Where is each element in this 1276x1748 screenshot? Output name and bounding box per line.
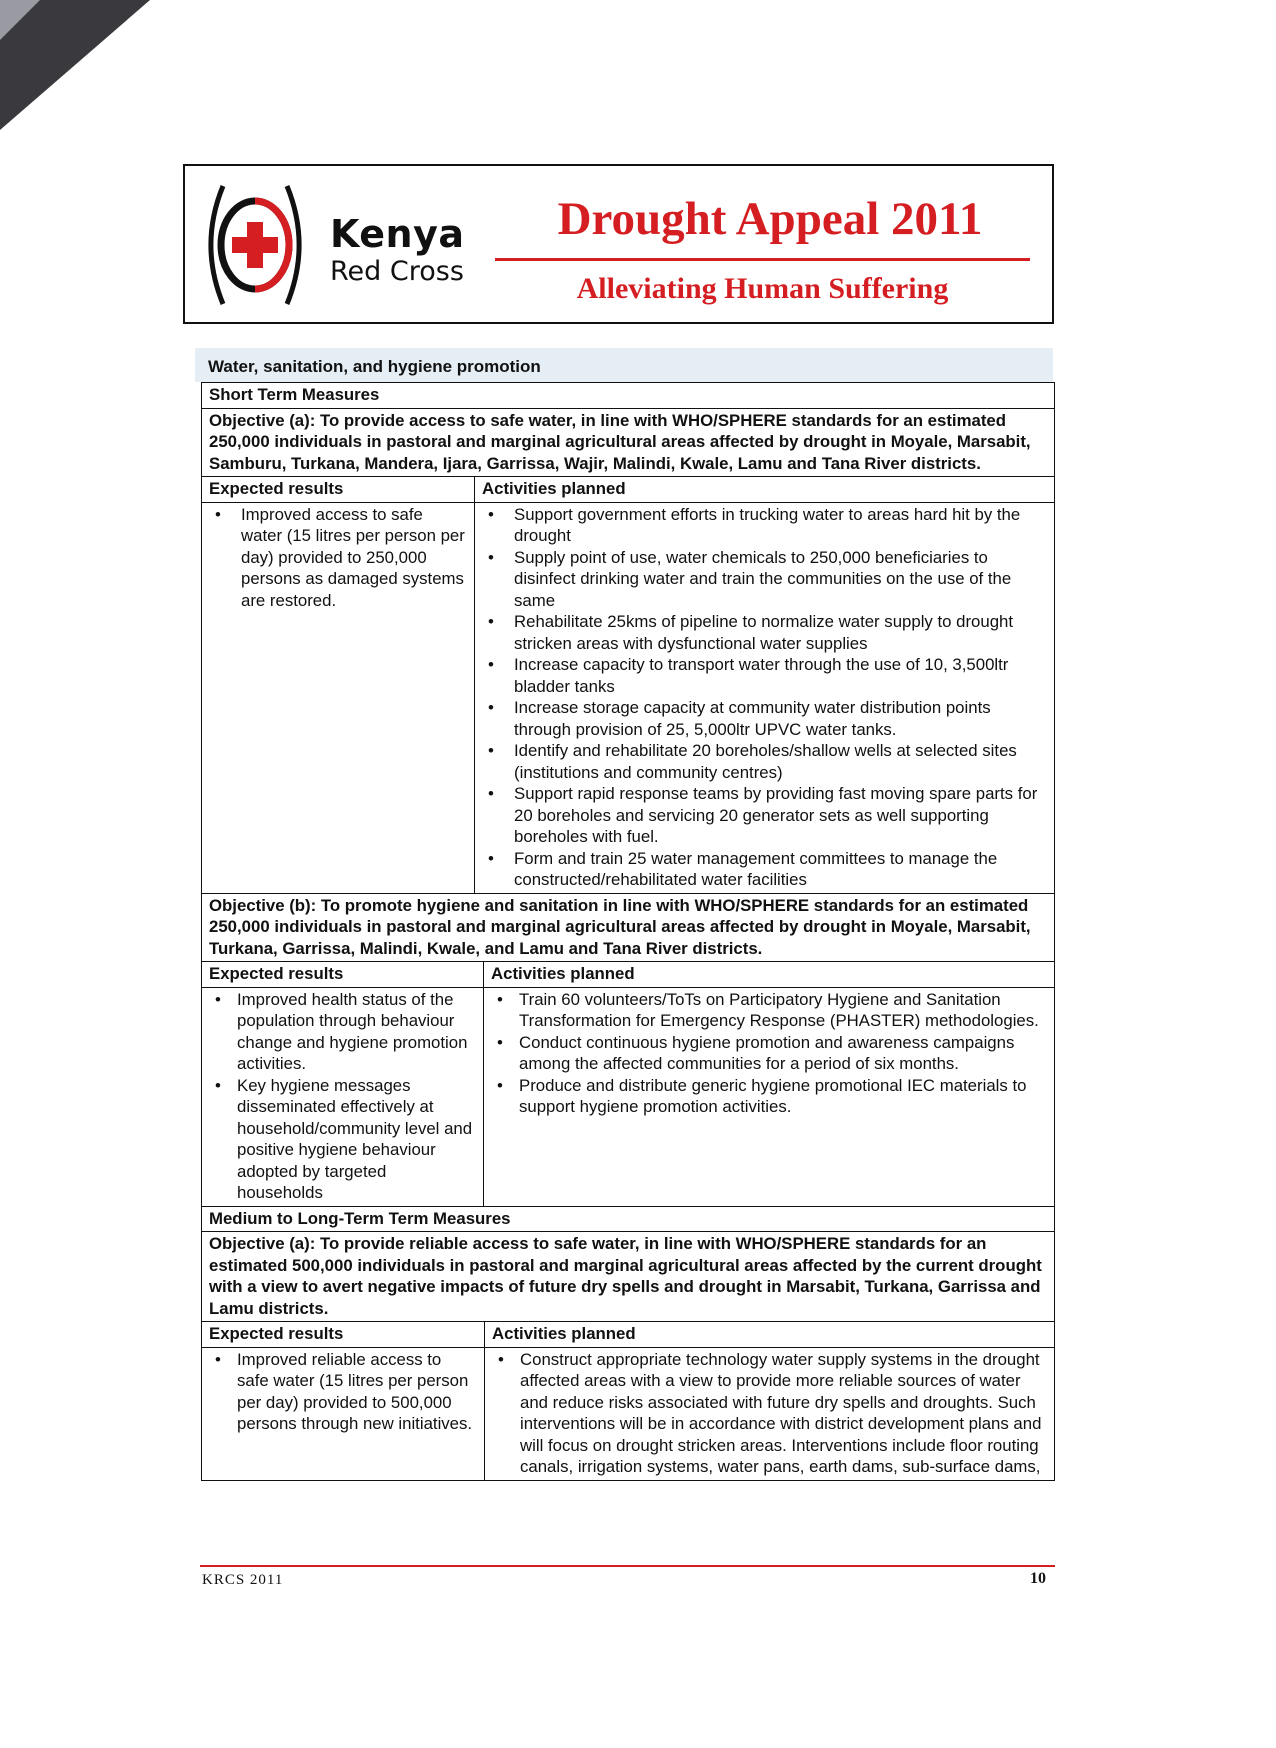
appeal-subtitle: Alleviating Human Suffering (576, 272, 949, 305)
table-header-row (202, 961, 1054, 987)
activities-cell (475, 503, 1054, 893)
table-row (202, 987, 1054, 1206)
appeal-title: Drought Appeal 2011 (557, 193, 983, 245)
table-row (202, 502, 1054, 893)
list-item: • Support government efforts in trucking water to areas hard hit by the drought (482, 504, 1047, 547)
title-underline (495, 258, 1030, 261)
measures-table (201, 382, 1055, 1481)
org-subname: Red Cross (330, 256, 464, 287)
medium-term-heading: Medium to Long-Term Term Measures (202, 1206, 1054, 1232)
list-item: • Produce and distribute generic hygiene promotional IEC materials to support hygiene promotion activities. (491, 1075, 1047, 1118)
table-row (202, 1347, 1054, 1480)
list-item: • Form and train 25 water management committees to manage the constructed/rehabilitated water facilities (482, 848, 1047, 891)
section-title: Water, sanitation, and hygiene promotion (208, 357, 541, 376)
red-cross-logo (205, 180, 305, 310)
activities-planned-header: Activities planned (491, 964, 635, 983)
list-item: • Supply point of use, water chemicals to 250,000 beneficiaries to disinfect drinking water and train the communities on the use of the same (482, 547, 1047, 612)
footer-org-year: KRCS 2011 (202, 1572, 284, 1588)
org-name: Kenya (330, 212, 465, 256)
objective-b-short: Objective (b): To promote hygiene and sanitation in line with WHO/SPHERE standards for an estimated 250,000 individuals in pastoral and marginal agricultural areas affected by drought in Moyale, Marsabit, Turkana, Garrissa, Malindi, Kwale, and Lamu and Tana River districts. (202, 893, 1054, 962)
list-item: • Key hygiene messages disseminated effectively at household/community level and positive hygiene behaviour adopted by targeted households (209, 1075, 476, 1204)
expected-results-cell (202, 503, 475, 893)
list-item: • Increase capacity to transport water through the use of 10, 3,500ltr bladder tanks (482, 654, 1047, 697)
short-term-heading: Short Term Measures (209, 385, 380, 404)
list-item: • Identify and rehabilitate 20 boreholes/shallow wells at selected sites (institutions and community centres) (482, 740, 1047, 783)
expected-results-header: Expected results (202, 477, 475, 502)
table-header-row (202, 476, 1054, 502)
list-item: • Improved reliable access to safe water (15 litres per person per day) provided to 500,000 persons through new initiatives. (209, 1349, 477, 1435)
page-number: 10 (1030, 1570, 1046, 1587)
list-item: • Increase storage capacity at community water distribution points through provision of 25, 5,000ltr UPVC water tanks. (482, 697, 1047, 740)
objective-a-short: Objective (a): To provide access to safe water, in line with WHO/SPHERE standards for an estimated 250,000 individuals in pastoral and marginal agricultural areas affected by drought in Moyale, Marsabit, Samburu, Turkana, Mandera, Ijara, Garrissa, Wajir, Malindi, Kwale, Lamu and Tana River districts. (202, 408, 1054, 477)
activities-planned-header: Activities planned (492, 1324, 636, 1343)
scan-corner-shadow (0, 0, 150, 130)
list-item: • Construct appropriate technology water supply systems in the drought affected areas with a view to provide more reliable sources of water and reduce risks associated with future dry spells and droughts. Such interventions will be in accordance with district development plans and will focus on drought stricken areas. Interventions include floor routing canals, irrigation systems, water pans, earth dams, sub-surface dams, (492, 1349, 1047, 1478)
activities-cell (485, 1348, 1054, 1480)
list-item: • Support rapid response teams by providing fast moving spare parts for 20 boreholes and servicing 20 generator sets as well supporting boreholes with fuel. (482, 783, 1047, 848)
expected-results-header: Expected results (202, 962, 484, 987)
header-banner (183, 164, 1054, 324)
expected-results-header: Expected results (202, 1322, 485, 1347)
footer-rule (200, 1565, 1055, 1567)
activities-cell (484, 988, 1054, 1206)
list-item: • Conduct continuous hygiene promotion and awareness campaigns among the affected communities for a period of six months. (491, 1032, 1047, 1075)
objective-a-medium: Objective (a): To provide reliable access to safe water, in line with WHO/SPHERE standards for an estimated 500,000 individuals in pastoral and marginal agricultural areas affected by the current drought with a view to avert negative impacts of future dry spells and drought in Marsabit, Turkana, Garrissa and Lamu districts. (202, 1231, 1054, 1321)
list-item: • Improved access to safe water (15 litres per person per day) provided to 250,000 persons as damaged systems are restored. (209, 504, 467, 612)
expected-results-cell (202, 1348, 485, 1480)
list-item: • Rehabilitate 25kms of pipeline to normalize water supply to drought stricken areas with dysfunctional water supplies (482, 611, 1047, 654)
activities-planned-header: Activities planned (482, 479, 626, 498)
list-item: • Improved health status of the population through behaviour change and hygiene promotion activities. (209, 989, 476, 1075)
list-item: • Train 60 volunteers/ToTs on Participatory Hygiene and Sanitation Transformation for Emergency Response (PHASTER) methodologies. (491, 989, 1047, 1032)
expected-results-cell (202, 988, 484, 1206)
table-header-row (202, 1321, 1054, 1347)
